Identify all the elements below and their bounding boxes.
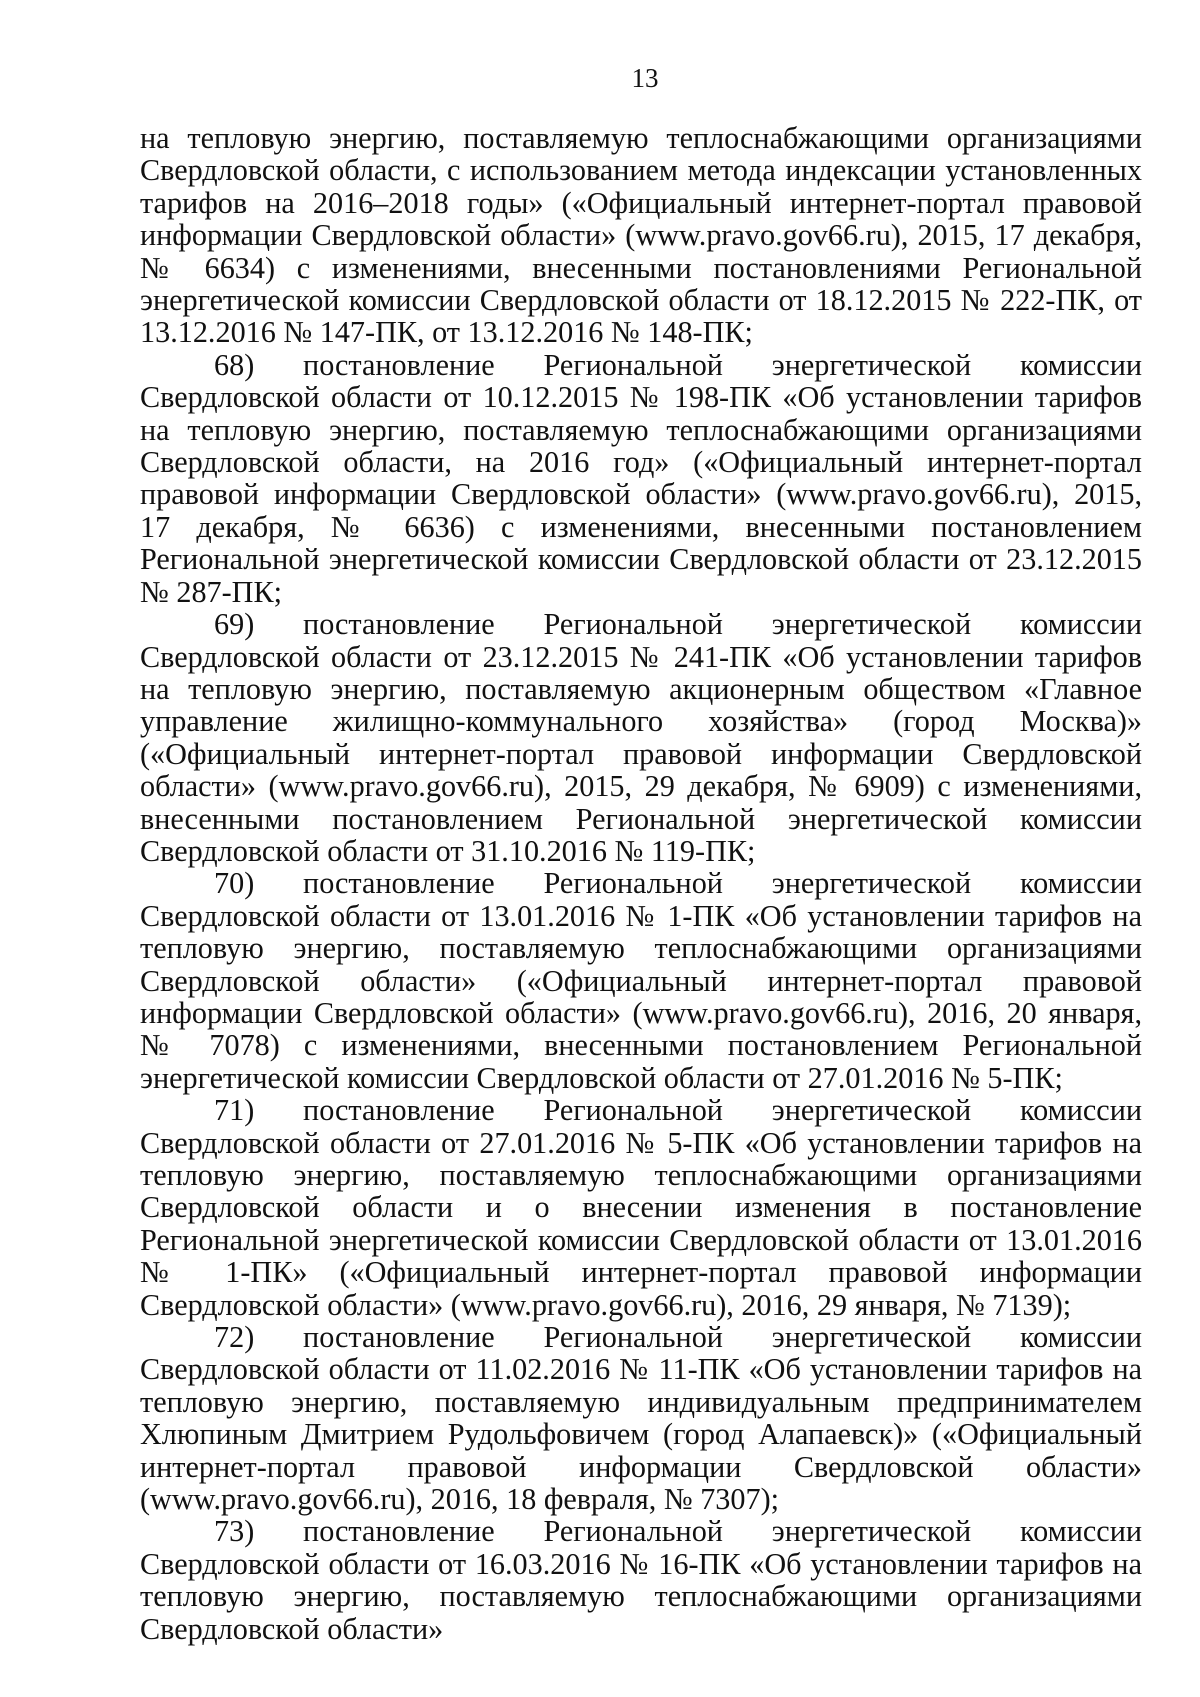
paragraph-item-72: 72) постановление Региональной энергетической комиссии Свердловской области от 11.02.2016 № 11-ПК «Об установлении тарифов на тепловую энергию, поставляемую индивидуальным предпринимателем Хлюпиным Дмитрием Рудольфовичем (город Алапаевск)» («Официальный интернет-портал правовой информации Свердловской области» (www.pravo.gov66.ru), 2016, 18 февраля, № 7307); bbox=[140, 1320, 1142, 1517]
document-body bbox=[140, 122, 1142, 1645]
paragraph-continuation: на тепловую энергию, поставляемую теплоснабжающими организациями Свердловской области, с использованием метода индексации установленных тарифов на 2016–2018 годы» («Официальный интернет-портал правовой информации Свердловской области» (www.pravo.gov66.ru), 2015, 17 декабря, № 6634) с изменениями, внесенными постановлениями Региональной энергетической комиссии Свердловской области от 18.12.2015 № 222-ПК, от 13.12.2016 № 147-ПК, от 13.12.2016 № 148-ПК; bbox=[140, 121, 1142, 350]
paragraph-item-68: 68) постановление Региональной энергетической комиссии Свердловской области от 10.12.2015 № 198-ПК «Об установлении тарифов на тепловую энергию, поставляемую теплоснабжающими организациями Свердловской области, на 2016 год» («Официальный интернет-портал правовой информации Свердловской области» (www.pravo.gov66.ru), 2015, 17 декабря, № 6636) с изменениями, внесенными постановлением Региональной энергетической комиссии Свердловской области от 23.12.2015 № 287-ПК; bbox=[140, 347, 1142, 609]
paragraph-item-69: 69) постановление Региональной энергетической комиссии Свердловской области от 23.12.2015 № 241-ПК «Об установлении тарифов на тепловую энергию, поставляемую акционерным обществом «Главное управление жилищно-коммунального хозяйства» (город Москва)» («Официальный интернет-портал правовой информации Свердловской области» (www.pravo.gov66.ru), 2015, 29 декабря, № 6909) с изменениями, внесенными постановлением Региональной энергетической комиссии Свердловской области от 31.10.2016 № 119-ПК; bbox=[140, 607, 1142, 868]
paragraph-item-70: 70) постановление Региональной энергетической комиссии Свердловской области от 13.01.2016 № 1-ПК «Об установлении тарифов на тепловую энергию, поставляемую теплоснабжающими организациями Свердловской области» («Официальный интернет-портал правовой информации Свердловской области» (www.pravo.gov66.ru), 2016, 20 января, № 7078) с изменениями, внесенными постановлением Региональной энергетической комиссии Свердловской области от 27.01.2016 № 5-ПК; bbox=[140, 866, 1142, 1095]
page-number: 13 bbox=[631, 63, 659, 93]
paragraph-item-71: 71) постановление Региональной энергетической комиссии Свердловской области от 27.01.2016 № 5-ПК «Об установлении тарифов на тепловую энергию, поставляемую теплоснабжающими организациями Свердловской области и о внесении изменения в постановление Региональной энергетической комиссии Свердловской области от 13.01.2016 № 1-ПК» («Официальный интернет-портал правовой информации Свердловской области» (www.pravo.gov66.ru), 2016, 29 января, № 7139); bbox=[140, 1093, 1142, 1322]
paragraph-item-73: 73) постановление Региональной энергетической комиссии Свердловской области от 16.03.2016 № 16-ПК «Об установлении тарифов на тепловую энергию, поставляемую теплоснабжающими организациями Свердловской области» bbox=[140, 1514, 1142, 1646]
